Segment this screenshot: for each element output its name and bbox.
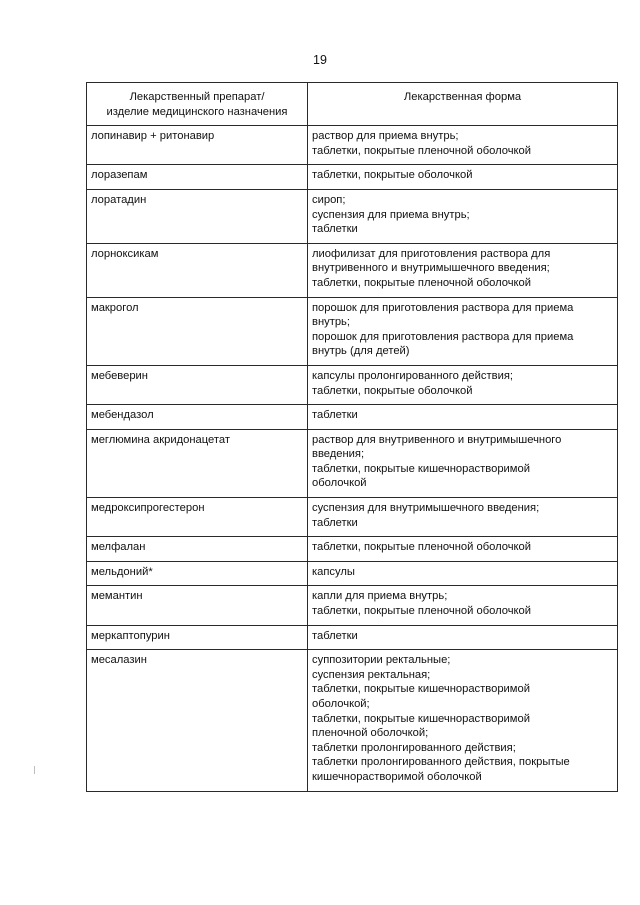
table-row [87,429,618,497]
drug-name: лопинавир + ритонавир [91,130,215,143]
dosage-form-cell [308,650,618,791]
dosage-form-cell [308,429,618,497]
drug-name: мебендазол [91,409,154,422]
dosage-form-cell [308,243,618,297]
dosage-form-line: оболочкой [312,477,367,490]
dosage-form-line: таблетки, покрытые кишечнорастворимой [312,462,530,475]
dosage-form-line: капсулы пролонгированного действия; [312,369,513,382]
dosage-form-line: внутривенного и внутримышечного введения; [312,262,550,275]
dosage-form-cell [308,189,618,243]
dosage-form-cell [308,297,618,365]
drug-name-cell [87,650,308,791]
table-row [87,586,618,625]
dosage-form-cell [308,126,618,165]
dosage-form-line: порошок для приготовления раствора для приема [312,330,574,343]
drug-name-cell [87,561,308,586]
drug-name: меглюмина акридонацетат [91,433,230,446]
table-row [87,498,618,537]
dosage-form-cell [308,365,618,404]
drug-form-table [86,82,618,792]
dosage-form-line: внутрь; [312,316,350,329]
drug-name-cell [87,429,308,497]
drug-name-cell [87,405,308,430]
table-body [87,126,618,791]
dosage-form-line: таблетки [312,629,358,642]
table-row [87,243,618,297]
drug-name-cell [87,537,308,562]
dosage-form-line: таблетки, покрытые оболочкой [312,384,473,397]
table-row [87,165,618,190]
table-row [87,297,618,365]
dosage-form-line: таблетки [312,223,358,236]
dosage-form-line: таблетки, покрытые кишечнорастворимой [312,683,530,696]
dosage-form-line: порошок для приготовления раствора для приема [312,301,574,314]
dosage-form-line: суспензия для приема внутрь; [312,208,470,221]
drug-name: месалазин [91,654,147,667]
header-drug [87,83,308,126]
header-form-line: Лекарственная форма [403,91,522,103]
dosage-form-line: лиофилизат для приготовления раствора для [312,247,551,260]
dosage-form-cell [308,498,618,537]
table-row [87,650,618,791]
dosage-form-line: таблетки, покрытые пленочной оболочкой [312,541,532,554]
dosage-form-line: суспензия ректальная; [312,668,431,681]
dosage-form-line: раствор для приема внутрь; [312,130,459,143]
drug-name-cell [87,126,308,165]
dosage-form-line: таблетки, покрытые пленочной оболочкой [312,144,532,157]
dosage-form-line: таблетки [312,516,358,529]
table-row [87,625,618,650]
drug-name: мебеверин [91,369,148,382]
drug-name-cell [87,243,308,297]
drug-name-cell [87,365,308,404]
dosage-form-line: суспензия для внутримышечного введения; [312,502,540,515]
drug-name: лорноксикам [91,247,159,260]
dosage-form-cell [308,561,618,586]
table-row [87,365,618,404]
drug-name-cell [87,498,308,537]
drug-name-cell [87,189,308,243]
dosage-form-cell [308,165,618,190]
dosage-form-line: таблетки [312,409,358,422]
drug-name: макрогол [91,301,139,314]
drug-name-cell [87,586,308,625]
drug-name-cell [87,165,308,190]
table-row [87,537,618,562]
dosage-form-line: пленочной оболочкой; [312,727,429,740]
dosage-form-line: введения; [312,448,365,461]
dosage-form-line: внутрь (для детей) [312,345,410,358]
table-row [87,126,618,165]
table-row [87,189,618,243]
header-drug-line: Лекарственный препарат/ [129,91,265,103]
drug-name: медроксипрогестерон [91,502,205,515]
dosage-form-line: таблетки, покрытые пленочной оболочкой [312,276,532,289]
drug-name: лоразепам [91,169,148,182]
dosage-form-cell [308,586,618,625]
scan-mark [34,766,35,774]
table-row [87,561,618,586]
dosage-form-line: суппозитории ректальные; [312,654,451,667]
table-header-row [87,83,618,126]
dosage-form-line: таблетки пролонгированного действия; [312,741,516,754]
drug-name: меркаптопурин [91,629,170,642]
dosage-form-line: оболочкой; [312,698,370,710]
drug-name-cell [87,625,308,650]
page-number: 19 [313,53,327,67]
dosage-form-line: таблетки пролонгированного действия, покрытые [312,756,570,769]
dosage-form-line: капсулы [312,565,355,578]
drug-name: мемантин [91,590,143,603]
dosage-form-line: капли для приема внутрь; [312,590,448,603]
header-drug-line: изделие медицинского назначения [106,105,288,118]
table-row [87,405,618,430]
drug-name: лоратадин [91,193,147,206]
dosage-form-line: таблетки, покрытые пленочной оболочкой [312,605,532,618]
dosage-form-line: кишечнорастворимой оболочкой [312,770,482,783]
dosage-form-cell [308,537,618,562]
dosage-form-cell [308,625,618,650]
dosage-form-cell [308,405,618,430]
drug-name-cell [87,297,308,365]
dosage-form-line: таблетки, покрытые кишечнорастворимой [312,712,530,725]
drug-name: мельдоний* [91,565,153,578]
dosage-form-line: таблетки, покрытые оболочкой [312,169,473,182]
header-form [308,83,618,126]
dosage-form-line: сироп; [312,193,346,206]
dosage-form-line: раствор для внутривенного и внутримышечного [312,433,562,446]
drug-name: мелфалан [91,541,146,554]
